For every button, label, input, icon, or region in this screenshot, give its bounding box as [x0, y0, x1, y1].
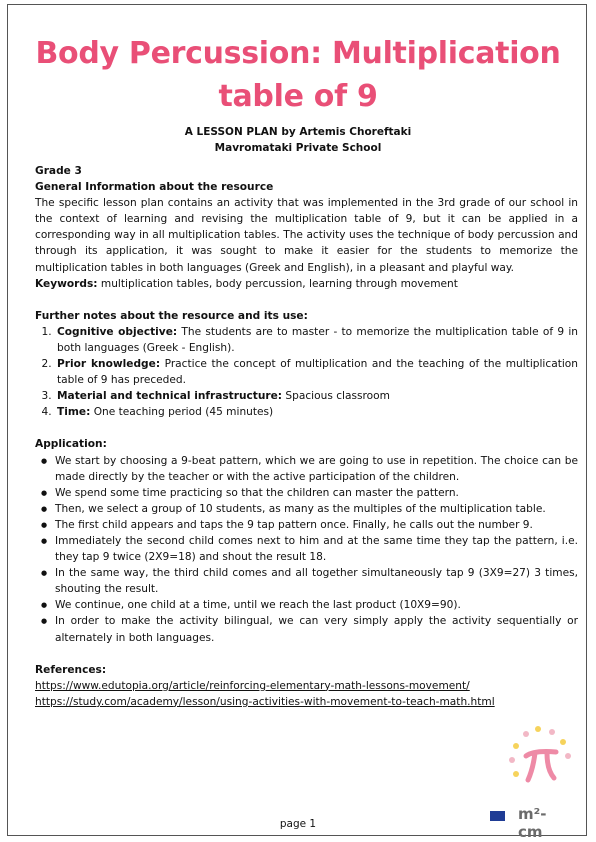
reference-item [35, 678, 578, 694]
application-heading: Application: [35, 438, 107, 451]
grade-label: Grade 3 [35, 165, 82, 177]
document-body [35, 163, 578, 710]
application-list [35, 453, 578, 646]
reference-item [35, 694, 578, 710]
page-number: page 1 [279, 818, 317, 830]
notes-list [35, 324, 578, 421]
note-label: Prior knowledge: [57, 358, 161, 371]
list-item [55, 356, 578, 388]
author-line: A LESSON PLAN by Artemis Choreftaki [184, 126, 412, 138]
title-line-2: table of 9 [218, 79, 378, 114]
list-item: ● Then, we select a group of 10 students, as many as the multiples of the multiplication table. [55, 501, 578, 517]
note-label: Cognitive objective: [57, 325, 178, 338]
list-item: ● We spend some time practicing so that the children can master the pattern. [55, 485, 578, 501]
notes-heading: Further notes about the resource and its use: [35, 309, 308, 322]
note-text: One teaching period (45 minutes) [90, 406, 274, 419]
list-item: ● In the same way, the third child comes and all together simultaneously tap 9 (3X9=27) 3 times, shouting the result. [55, 565, 578, 597]
school-line: Mavromataki Private School [214, 142, 382, 154]
author-block [20, 124, 576, 156]
list-item: ● In order to make the activity bilingual, we can very simply apply the activity sequentially or alternately in both languages. [55, 613, 578, 645]
general-text: The specific lesson plan contains an activity that was implemented in the 3rd grade of our school in the context of learning and revising the multiplication table of 9, but it can be applied in a corresponding way in all multiplication tables. The activity uses the technique of body percussion and through its application, it was sought to make it easier for the students to memorize the multiplication tables in both languages (Greek and English), in a pleasant and playful way. [35, 197, 578, 274]
list-item: ● Immediately the second child comes next to him and at the same time they tap the pattern, i.e. they tap 9 twice (2X9=18) and shout the result 18. [55, 533, 578, 565]
reference-link[interactable]: https://www.edutopia.org/article/reinforcing-elementary-math-lessons-movement/ [35, 679, 470, 692]
document-title [20, 32, 576, 118]
reference-link[interactable]: https://study.com/academy/lesson/using-activities-with-movement-to-teach-math.html [35, 695, 495, 708]
spacer [35, 292, 578, 308]
list-item [55, 388, 578, 404]
list-item: ● We start by choosing a 9-beat pattern, which we are going to use in repetition. The choice can be made directly by the teacher or with the active participation of the children. [55, 453, 578, 485]
note-text: Spacious classroom [282, 390, 390, 403]
title-line-1: Body Percussion: Multiplication [35, 36, 561, 71]
list-item [55, 404, 578, 420]
note-text: The students are to master - to memorize the multiplication table of 9 in both languages (Greek - English). [57, 325, 578, 354]
list-item: ● The first child appears and taps the 9 tap pattern once. Finally, he calls out the number 9. [55, 517, 578, 533]
mcm-logo: m²-cm [518, 805, 547, 841]
note-label: Material and technical infrastructure: [57, 390, 283, 403]
note-label: Time: [57, 406, 91, 419]
keywords-text: multiplication tables, body percussion, learning through movement [97, 277, 458, 290]
spacer [35, 646, 578, 662]
list-item [55, 324, 578, 356]
pi-logo-icon [508, 724, 578, 804]
list-item: ● We continue, one child at a time, until we reach the last product (10X9=90). [55, 597, 578, 613]
keywords-line [35, 276, 578, 292]
general-heading: General Information about the resource [35, 181, 274, 194]
note-text: Practice the concept of multiplication and the teaching of the multiplication table of 9 has preceded. [57, 358, 578, 387]
keywords-label: Keywords: [35, 277, 98, 290]
references-heading: References: [35, 663, 107, 676]
spacer [35, 420, 578, 436]
